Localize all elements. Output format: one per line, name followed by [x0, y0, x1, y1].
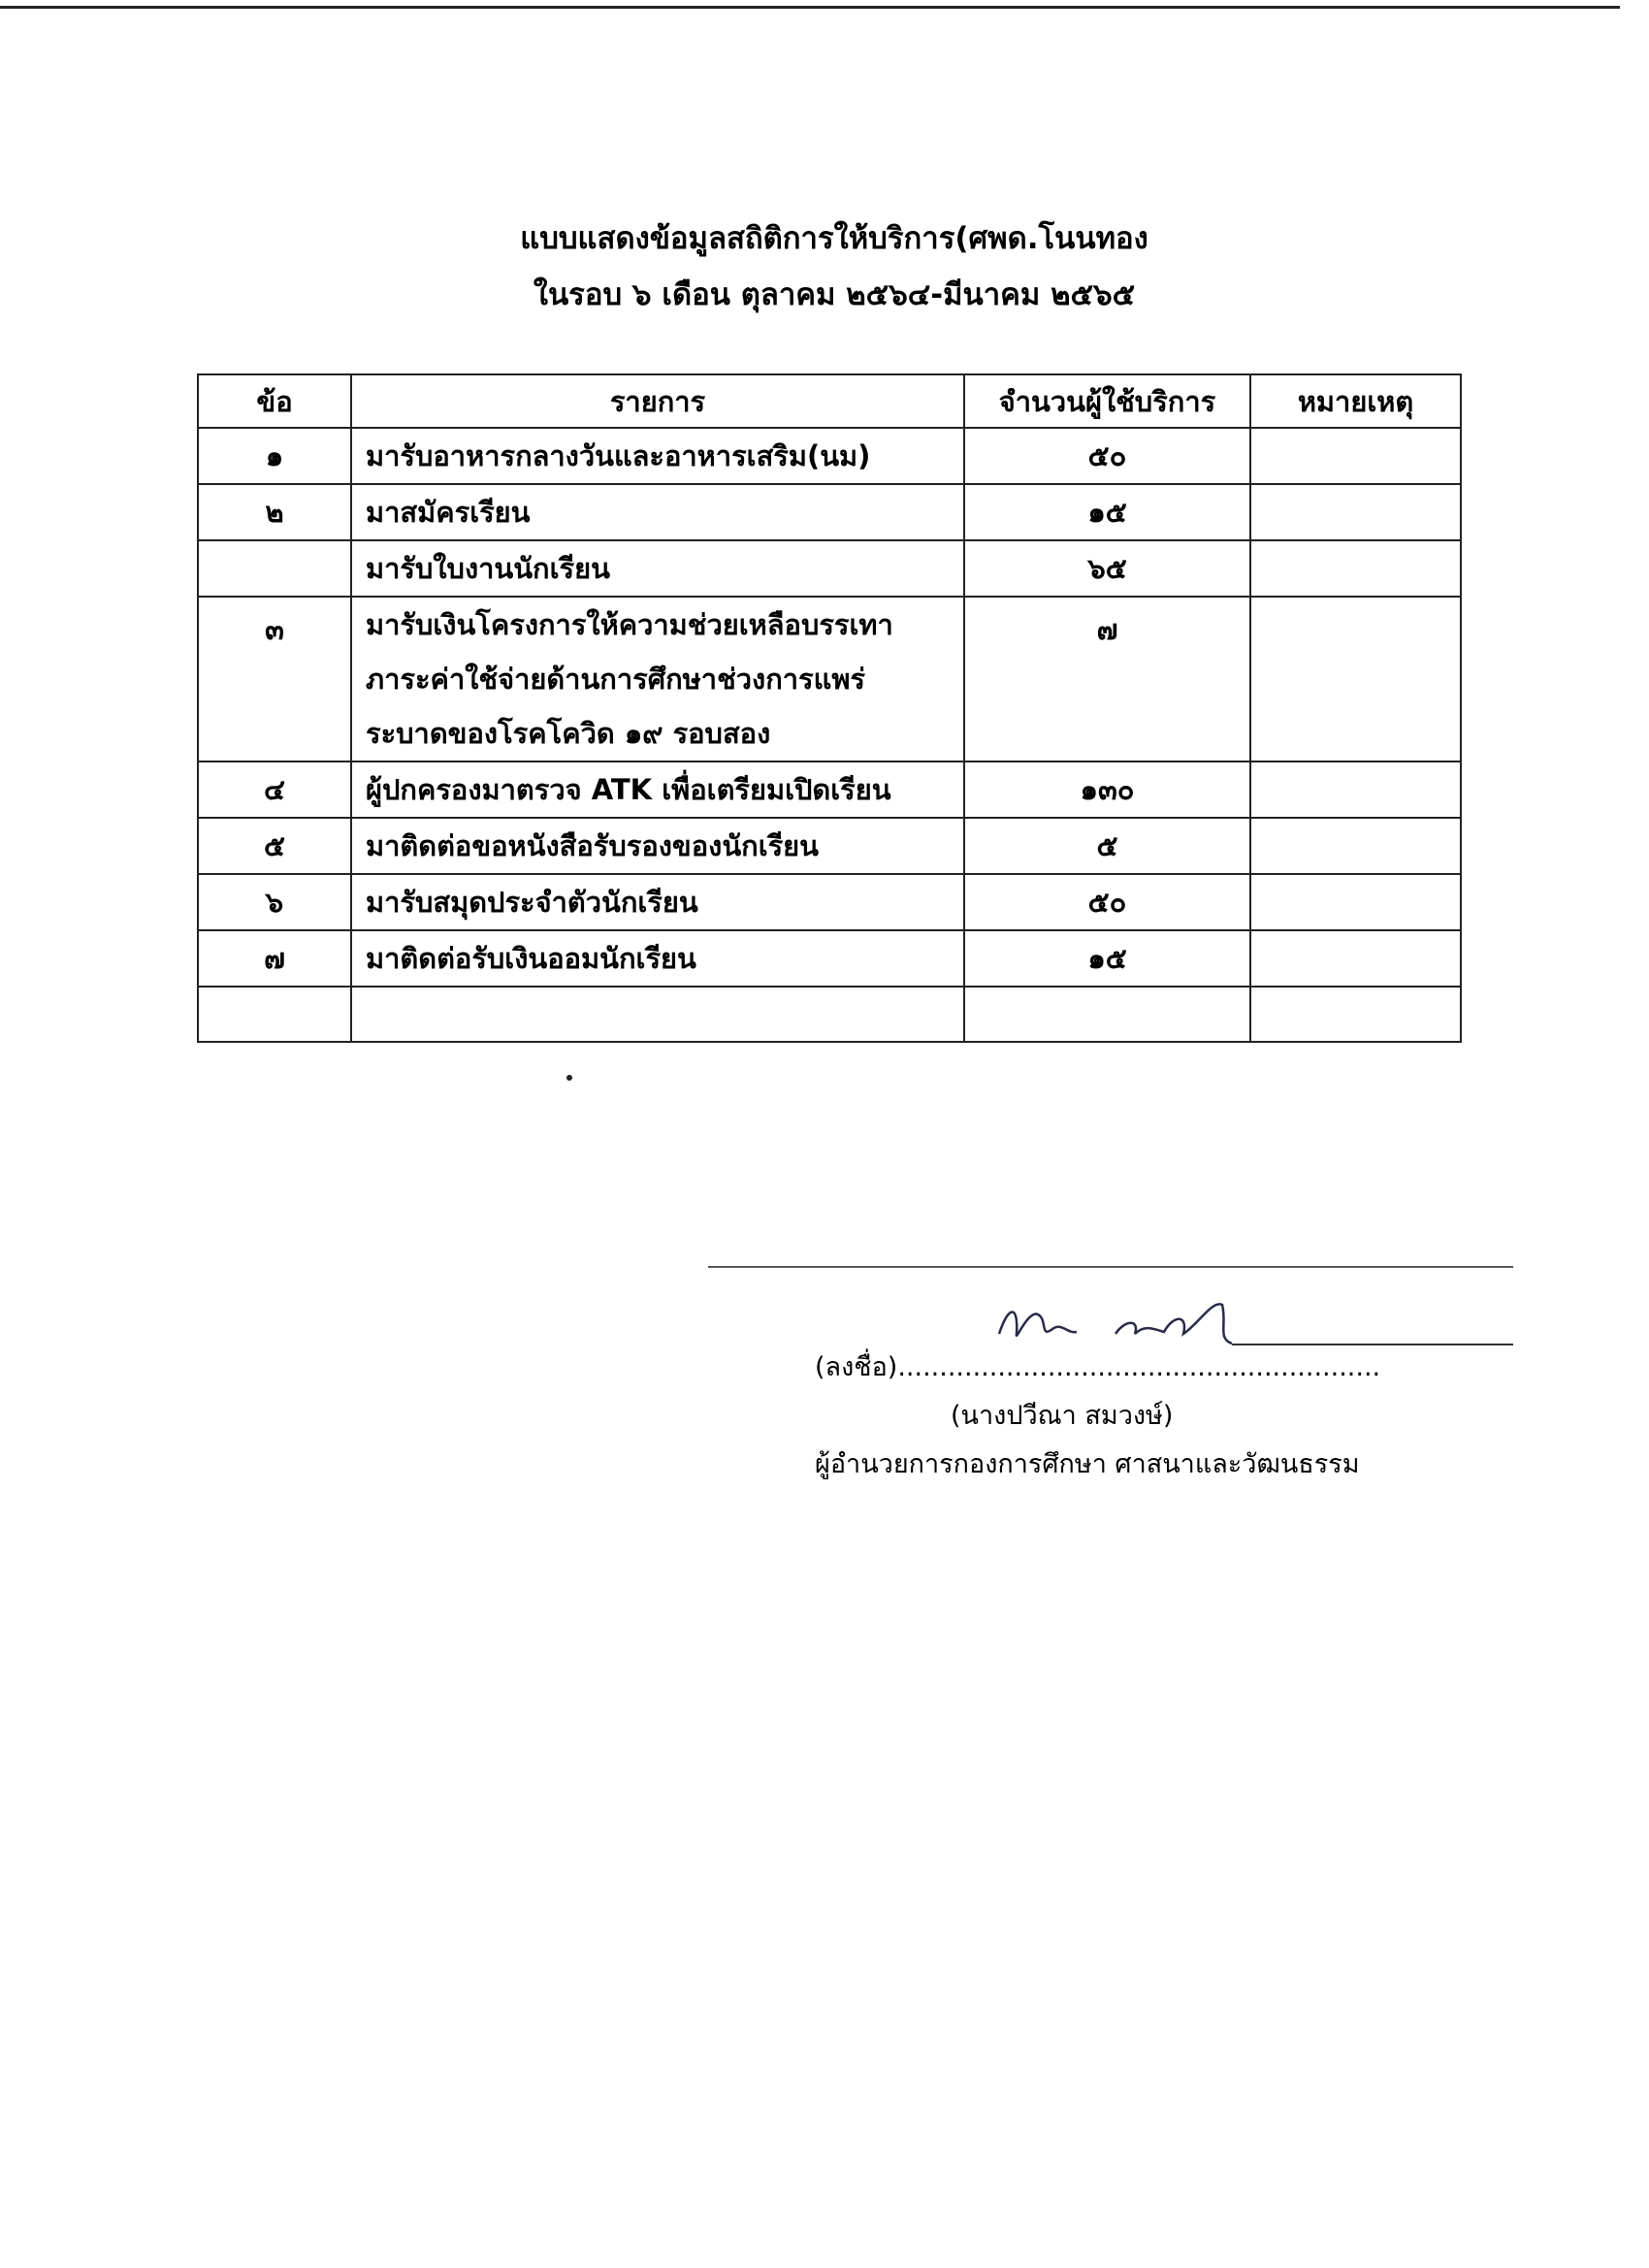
table-row — [198, 987, 1461, 1042]
table-header-row — [198, 374, 1461, 428]
row-item-line: มารับใบงานนักเรียน — [366, 552, 610, 585]
row-remark — [1250, 540, 1461, 597]
row-number: ๗ — [198, 930, 351, 987]
row-remark — [1250, 597, 1461, 761]
service-statistics-table — [197, 373, 1462, 1043]
table-row — [198, 818, 1461, 874]
row-remark — [1250, 428, 1461, 484]
header-count: จำนวนผู้ใช้บริการ — [964, 374, 1250, 428]
row-count: ๖๕ — [964, 540, 1250, 597]
row-item — [351, 761, 964, 818]
row-number: ๑ — [198, 428, 351, 484]
handwritten-signature — [980, 1285, 1271, 1353]
row-count: ๗ — [964, 597, 1250, 761]
signature-label: (ลงชื่อ).......................................................... — [815, 1352, 1381, 1382]
row-item-line: มารับเงินโครงการให้ความช่วยเหลือบรรเทา — [366, 608, 893, 641]
header-no: ข้อ — [198, 374, 351, 428]
row-number — [198, 987, 351, 1042]
row-item — [351, 818, 964, 874]
row-number: ๒ — [198, 484, 351, 540]
row-remark — [1250, 484, 1461, 540]
row-remark — [1250, 930, 1461, 987]
table-row — [198, 540, 1461, 597]
top-edge-rule — [0, 6, 1620, 9]
row-item — [351, 484, 964, 540]
signature-block — [708, 1266, 1523, 1518]
header-item: รายการ — [351, 374, 964, 428]
table-row — [198, 761, 1461, 818]
table-row — [198, 874, 1461, 930]
row-item — [351, 930, 964, 987]
row-remark — [1250, 818, 1461, 874]
table-row — [198, 597, 1461, 761]
row-count: ๕๐ — [964, 428, 1250, 484]
row-item-line: มารับอาหารกลางวันและอาหารเสริม(นม) — [366, 439, 871, 472]
row-item-line: ภาระค่าใช้จ่ายด้านการศึกษาช่วงการแพร่ — [366, 663, 866, 696]
table-row — [198, 484, 1461, 540]
signatory-position: ผู้อำนวยการกองการศึกษา ศาสนาและวัฒนธรรม — [815, 1449, 1360, 1479]
row-item — [351, 987, 964, 1042]
signatory-name: (นางปวีณา สมวงษ์) — [951, 1401, 1174, 1431]
row-item — [351, 874, 964, 930]
document-title-line-1: แบบแสดงข้อมูลสถิติการให้บริการ(ศพด.โนนทอง — [520, 221, 1148, 256]
row-remark — [1250, 987, 1461, 1042]
row-count: ๕๐ — [964, 874, 1250, 930]
row-number: ๔ — [198, 761, 351, 818]
row-count: ๑๕ — [964, 930, 1250, 987]
row-item — [351, 428, 964, 484]
row-number: ๕ — [198, 818, 351, 874]
row-item-line: ผู้ปกครองมาตรวจ ATK เพื่อเตรียมเปิดเรียน — [366, 773, 891, 806]
header-remark: หมายเหตุ — [1250, 374, 1461, 428]
scan-speck — [566, 1075, 572, 1081]
row-count — [964, 987, 1250, 1042]
document-title-line-2: ในรอบ ๖ เดือน ตุลาคม ๒๕๖๔-มีนาคม ๒๕๖๕ — [533, 277, 1136, 312]
row-item-line: ระบาดของโรคโควิด ๑๙ รอบสอง — [366, 717, 771, 750]
table-row — [198, 930, 1461, 987]
row-item-line: มาติดต่อรับเงินออมนักเรียน — [366, 942, 696, 975]
row-remark — [1250, 761, 1461, 818]
row-item-line: มาสมัครเรียน — [366, 496, 531, 529]
row-item — [351, 540, 964, 597]
row-number: ๓ — [198, 597, 351, 761]
row-count: ๑๓๐ — [964, 761, 1250, 818]
row-item — [351, 597, 964, 761]
row-count: ๕ — [964, 818, 1250, 874]
table-body — [198, 428, 1461, 1042]
signature-top-rule — [708, 1266, 1513, 1268]
table-row — [198, 428, 1461, 484]
row-count: ๑๕ — [964, 484, 1250, 540]
row-number: ๖ — [198, 874, 351, 930]
row-item-line: มาติดต่อขอหนังสือรับรองของนักเรียน — [366, 829, 820, 862]
row-number — [198, 540, 351, 597]
row-item-line: มารับสมุดประจำตัวนักเรียน — [366, 886, 698, 919]
row-remark — [1250, 874, 1461, 930]
